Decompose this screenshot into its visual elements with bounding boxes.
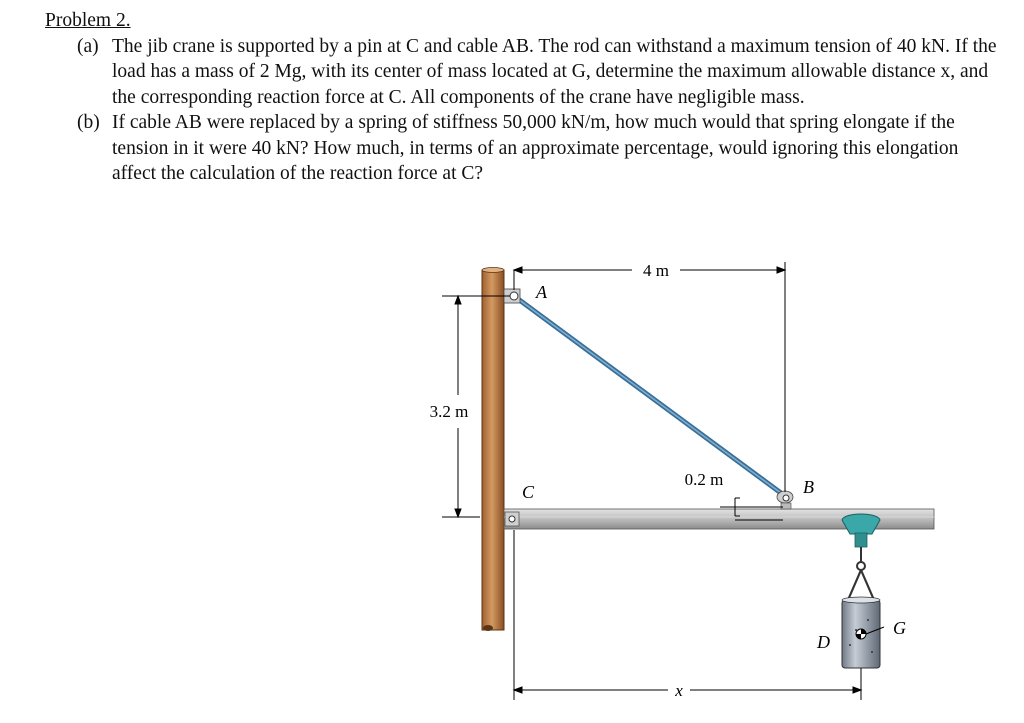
dimension-lines [442,262,861,700]
dim-3-2m-label: 3.2 m [429,402,469,421]
dim-4m-label: 4 m [643,261,669,280]
vertical-post [482,268,504,632]
point-g-label: G [893,618,906,638]
part-a-text: The jib crane is supported by a pin at C and cable AB. The rod can withstand a maximum tension of 40 kN. If the load has a mass of 2 Mg, with its center of mass located at G, determine the maximum allowable distance x, and the corresponding reaction force at C. All components of the crane have negligible mass. [112,35,997,108]
point-b-label: B [803,477,814,497]
part-b-text: If cable AB were replaced by a spring of stiffness 50,000 kN/m, how much would that spring elongate if the tension in it were 40 kN? How much, in terms of an approximate percentage, would ignoring this elongation affect the calculation of the reaction force at C? [112,112,959,184]
dim-x-label: x [675,681,683,700]
dim-0-2m-label: 0.2 m [684,470,724,489]
pin-b-bracket [777,491,793,509]
hook-trolley [842,514,880,600]
point-c-label: C [522,482,535,502]
problem-title: Problem 2. [45,10,131,31]
point-a-label: A [536,282,547,302]
part-b-label: (b) [77,112,100,133]
point-d-label: D [817,632,830,652]
part-a-label: (a) [77,35,99,57]
cable-ab [514,296,785,496]
